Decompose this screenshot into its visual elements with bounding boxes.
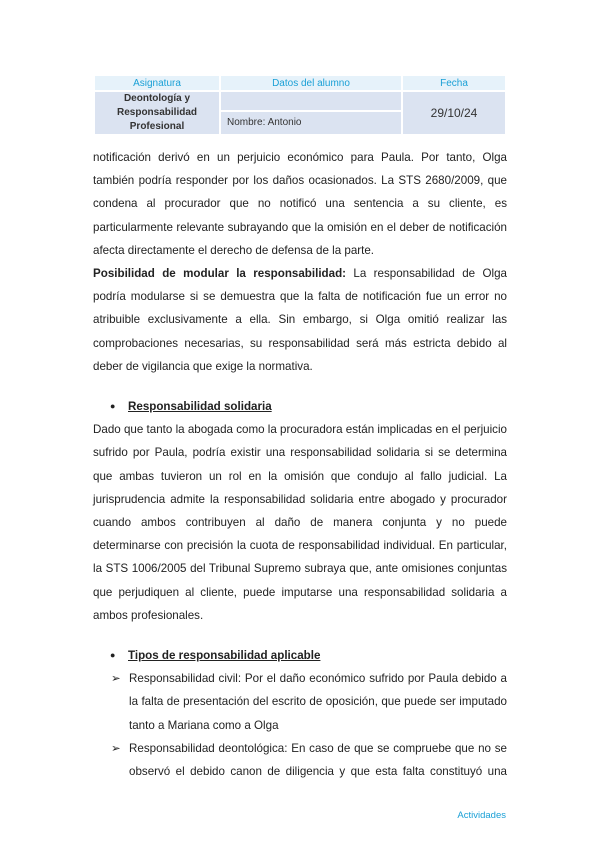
paragraph-heading: Posibilidad de modular la responsabilidad: bbox=[93, 267, 347, 281]
document-body bbox=[93, 146, 507, 783]
header-table bbox=[93, 74, 507, 136]
arrow-item-text: Responsabilidad deontológica: En caso de que se compruebe que no se observó el debido canon de diligencia y que esta falta constituyó una bbox=[129, 741, 507, 779]
paragraph bbox=[93, 262, 507, 378]
arrow-bullet-icon: ➢ bbox=[111, 672, 121, 686]
arrow-item bbox=[111, 667, 507, 737]
bullet-item bbox=[110, 644, 507, 667]
student-name: Nombre: Antonio bbox=[221, 112, 401, 134]
bullet-item bbox=[110, 395, 507, 418]
paragraph-text: La responsabilidad de Olga podría modularse si se demuestra que la falta de notificación fue un error no atribuible exclusivamente a ella. Sin embargo, si Olga omitió realizar las comprobaciones necesarias, su responsabilidad será más estricta debido al deber de vigilancia que exige la normativa. bbox=[93, 267, 507, 373]
header-subject: Asignatura bbox=[95, 76, 219, 90]
subject-value: Deontología y Responsabilidad Profesional bbox=[95, 92, 219, 134]
section-heading: Responsabilidad solidaria bbox=[128, 400, 272, 414]
date-value: 29/10/24 bbox=[403, 92, 505, 134]
section-heading: Tipos de responsabilidad aplicable bbox=[128, 649, 321, 663]
arrow-bullet-icon: ➢ bbox=[111, 741, 121, 755]
bullet-icon: ● bbox=[110, 650, 116, 661]
arrow-item bbox=[111, 737, 507, 783]
header-student: Datos del alumno bbox=[221, 76, 401, 90]
paragraph: Dado que tanto la abogada como la procuradora están implicadas en el perjuicio sufrido por Paula, podría existir una responsabilidad solidaria si se determina que ambas tuvieron un rol en la omisión que condujo al fallo judicial. La jurisprudencia admite la responsabilidad solidaria entre abogado y procurador cuando ambos contribuyen al daño de manera conjunta y no puede determinarse con precisión la cuota de responsabilidad individual. En particular, la STS 1006/2005 del Tribunal Supremo subraya que, ante omisiones conjuntas que perjudiquen al cliente, puede imputarse una responsabilidad solidaria a ambos profesionales. bbox=[93, 423, 507, 622]
paragraph: notificación derivó en un perjuicio económico para Paula. Por tanto, Olga también podría responder por los daños ocasionados. La STS 2680/2009, que condena al procurador que no notificó una sentencia a su cliente, es particularmente relevante subrayando que la omisión en el deber de notificación afecta directamente el derecho de defensa de la parte. bbox=[93, 151, 507, 257]
header-date: Fecha bbox=[403, 76, 505, 90]
student-blank bbox=[221, 92, 401, 110]
footer-label: Actividades bbox=[457, 810, 506, 821]
bullet-icon: ● bbox=[110, 401, 116, 412]
arrow-item-text: Responsabilidad civil: Por el daño económico sufrido por Paula debido a la falta de presentación del escrito de oposición, que puede ser imputado tanto a Mariana como a Olga bbox=[129, 672, 507, 732]
